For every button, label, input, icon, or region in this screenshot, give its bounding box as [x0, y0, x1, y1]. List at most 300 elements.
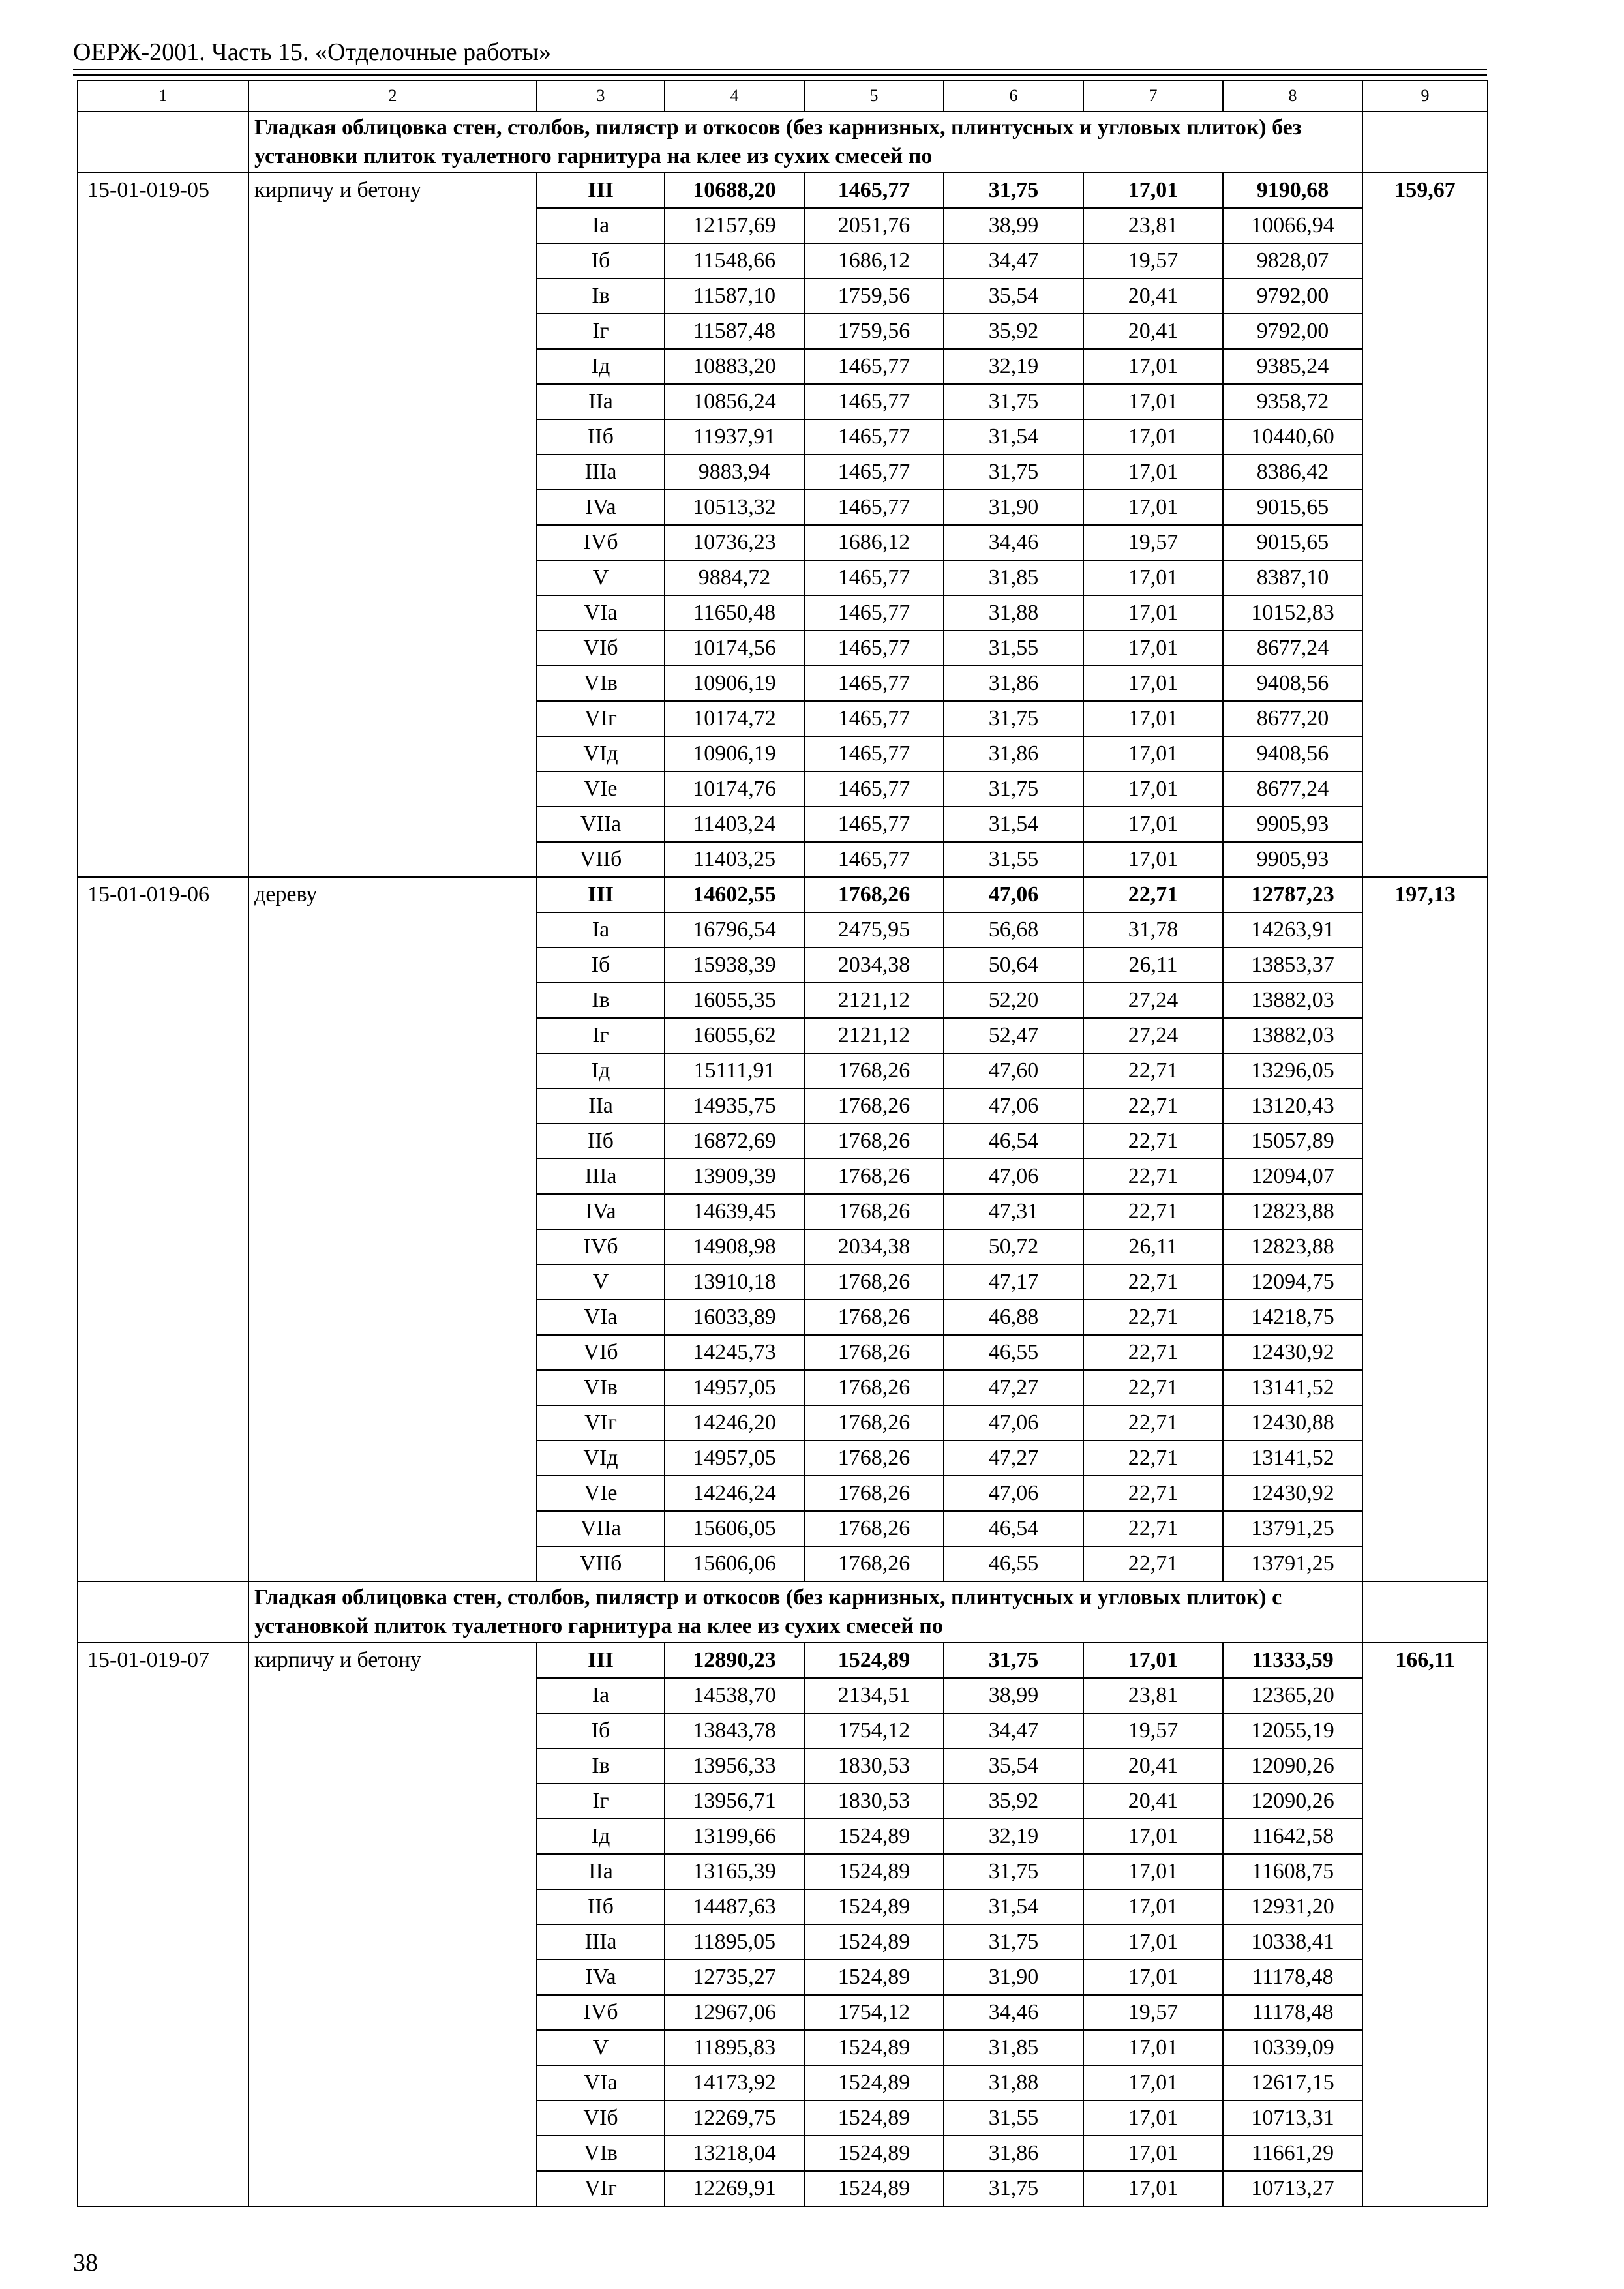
wages-cell: 1465,77	[804, 631, 944, 666]
machine-cost-cell: 46,55	[944, 1546, 1083, 1581]
direct-cost-cell: 12890,23	[665, 1643, 804, 1678]
direct-cost-cell: 14957,05	[665, 1441, 804, 1476]
direct-cost-cell: 13165,39	[665, 1854, 804, 1889]
direct-cost-cell: 10174,72	[665, 701, 804, 736]
direct-cost-cell: 10174,76	[665, 771, 804, 807]
wages-cell: 2034,38	[804, 948, 944, 983]
zone-cell: IIa	[537, 1854, 665, 1889]
machine-cost-cell: 31,85	[944, 560, 1083, 595]
materials-cell: 9408,56	[1223, 666, 1362, 701]
zone-cell: IVa	[537, 1960, 665, 1995]
wages-cell: 2034,38	[804, 1229, 944, 1264]
column-number: 1	[78, 80, 248, 112]
direct-cost-cell: 13843,78	[665, 1713, 804, 1748]
zone-cell: Iб	[537, 948, 665, 983]
zone-cell: IIб	[537, 1124, 665, 1159]
direct-cost-cell: 11587,48	[665, 314, 804, 349]
materials-cell: 12931,20	[1223, 1889, 1362, 1924]
section-heading-blank	[1362, 112, 1488, 173]
materials-cell: 12094,75	[1223, 1264, 1362, 1300]
table-row	[78, 1643, 1488, 1678]
zone-cell: VIIa	[537, 807, 665, 842]
zone-cell: Ia	[537, 1678, 665, 1713]
driver-wages-cell: 22,71	[1083, 1088, 1223, 1124]
zone-cell: Iв	[537, 983, 665, 1018]
machine-cost-cell: 32,19	[944, 349, 1083, 384]
materials-cell: 13882,03	[1223, 983, 1362, 1018]
direct-cost-cell: 15606,06	[665, 1546, 804, 1581]
section-heading-row	[78, 1581, 1488, 1643]
machine-cost-cell: 47,06	[944, 1159, 1083, 1194]
direct-cost-cell: 14908,98	[665, 1229, 804, 1264]
labor-total: 159,67	[1362, 173, 1488, 877]
direct-cost-cell: 12967,06	[665, 1995, 804, 2030]
zone-cell: VIг	[537, 1405, 665, 1441]
machine-cost-cell: 31,54	[944, 1889, 1083, 1924]
driver-wages-cell: 22,71	[1083, 1159, 1223, 1194]
norms-table-body	[78, 80, 1488, 2206]
machine-cost-cell: 47,06	[944, 1476, 1083, 1511]
machine-cost-cell: 35,92	[944, 314, 1083, 349]
materials-cell: 9792,00	[1223, 278, 1362, 314]
direct-cost-cell: 9883,94	[665, 455, 804, 490]
zone-cell: IIб	[537, 419, 665, 455]
wages-cell: 1524,89	[804, 1819, 944, 1854]
machine-cost-cell: 38,99	[944, 208, 1083, 243]
materials-cell: 9190,68	[1223, 173, 1362, 208]
wages-cell: 1768,26	[804, 1335, 944, 1370]
materials-cell: 11178,48	[1223, 1960, 1362, 1995]
driver-wages-cell: 22,71	[1083, 1264, 1223, 1300]
wages-cell: 1768,26	[804, 1370, 944, 1405]
zone-cell: Iв	[537, 1748, 665, 1784]
driver-wages-cell: 17,01	[1083, 2101, 1223, 2136]
direct-cost-cell: 10736,23	[665, 525, 804, 560]
materials-cell: 10713,31	[1223, 2101, 1362, 2136]
wages-cell: 1759,56	[804, 278, 944, 314]
wages-cell: 1686,12	[804, 243, 944, 278]
direct-cost-cell: 13956,33	[665, 1748, 804, 1784]
wages-cell: 2134,51	[804, 1678, 944, 1713]
direct-cost-cell: 14245,73	[665, 1335, 804, 1370]
zone-cell: VIб	[537, 1335, 665, 1370]
column-number: 4	[665, 80, 804, 112]
direct-cost-cell: 15938,39	[665, 948, 804, 983]
zone-cell: Iг	[537, 1784, 665, 1819]
wages-cell: 1768,26	[804, 1194, 944, 1229]
materials-cell: 11178,48	[1223, 1995, 1362, 2030]
machine-cost-cell: 46,54	[944, 1124, 1083, 1159]
zone-cell: VIIб	[537, 842, 665, 877]
machine-cost-cell: 47,60	[944, 1053, 1083, 1088]
column-number: 2	[248, 80, 537, 112]
section-heading: Гладкая облицовка стен, столбов, пилястр и откосов (без карнизных, плинтусных и угловых плиток) без установки плиток туалетного гарнитура на клее из сухих смесей по	[248, 112, 1362, 173]
zone-cell: IIIa	[537, 1159, 665, 1194]
wages-cell: 1768,26	[804, 1088, 944, 1124]
zone-cell: V	[537, 1264, 665, 1300]
materials-cell: 13791,25	[1223, 1511, 1362, 1546]
direct-cost-cell: 14246,20	[665, 1405, 804, 1441]
page-number: 38	[73, 2249, 98, 2277]
materials-cell: 10713,27	[1223, 2171, 1362, 2206]
direct-cost-cell: 13199,66	[665, 1819, 804, 1854]
machine-cost-cell: 47,06	[944, 1088, 1083, 1124]
machine-cost-cell: 35,54	[944, 1748, 1083, 1784]
wages-cell: 1768,26	[804, 1264, 944, 1300]
direct-cost-cell: 10856,24	[665, 384, 804, 419]
machine-cost-cell: 31,55	[944, 842, 1083, 877]
section-heading-blank	[1362, 1581, 1488, 1643]
wages-cell: 1524,89	[804, 2065, 944, 2101]
zone-cell: VIa	[537, 1300, 665, 1335]
direct-cost-cell: 12269,91	[665, 2171, 804, 2206]
materials-cell: 9905,93	[1223, 842, 1362, 877]
machine-cost-cell: 47,06	[944, 1405, 1083, 1441]
zone-cell: III	[537, 877, 665, 912]
zone-cell: VIб	[537, 631, 665, 666]
direct-cost-cell: 10906,19	[665, 736, 804, 771]
norm-code: 15-01-019-05	[78, 173, 248, 877]
materials-cell: 13296,05	[1223, 1053, 1362, 1088]
wages-cell: 1754,12	[804, 1713, 944, 1748]
machine-cost-cell: 52,47	[944, 1018, 1083, 1053]
driver-wages-cell: 17,01	[1083, 173, 1223, 208]
direct-cost-cell: 11548,66	[665, 243, 804, 278]
materials-cell: 12823,88	[1223, 1194, 1362, 1229]
driver-wages-cell: 20,41	[1083, 314, 1223, 349]
machine-cost-cell: 50,64	[944, 948, 1083, 983]
materials-cell: 10339,09	[1223, 2030, 1362, 2065]
driver-wages-cell: 17,01	[1083, 455, 1223, 490]
direct-cost-cell: 14639,45	[665, 1194, 804, 1229]
wages-cell: 1830,53	[804, 1784, 944, 1819]
wages-cell: 1465,77	[804, 666, 944, 701]
driver-wages-cell: 19,57	[1083, 1713, 1223, 1748]
materials-cell: 9792,00	[1223, 314, 1362, 349]
wages-cell: 1465,77	[804, 771, 944, 807]
driver-wages-cell: 26,11	[1083, 948, 1223, 983]
machine-cost-cell: 35,92	[944, 1784, 1083, 1819]
machine-cost-cell: 31,88	[944, 595, 1083, 631]
wages-cell: 2121,12	[804, 983, 944, 1018]
wages-cell: 1524,89	[804, 1960, 944, 1995]
machine-cost-cell: 52,20	[944, 983, 1083, 1018]
column-number: 8	[1223, 80, 1362, 112]
driver-wages-cell: 19,57	[1083, 1995, 1223, 2030]
machine-cost-cell: 31,54	[944, 419, 1083, 455]
column-number: 7	[1083, 80, 1223, 112]
zone-cell: VIa	[537, 2065, 665, 2101]
direct-cost-cell: 13218,04	[665, 2136, 804, 2171]
machine-cost-cell: 31,75	[944, 2171, 1083, 2206]
wages-cell: 1768,26	[804, 1511, 944, 1546]
machine-cost-cell: 31,75	[944, 1643, 1083, 1678]
direct-cost-cell: 10513,32	[665, 490, 804, 525]
machine-cost-cell: 31,75	[944, 701, 1083, 736]
section-heading-blank	[78, 112, 248, 173]
wages-cell: 1465,77	[804, 419, 944, 455]
zone-cell: VIв	[537, 1370, 665, 1405]
wages-cell: 2051,76	[804, 208, 944, 243]
column-number: 9	[1362, 80, 1488, 112]
materials-cell: 9015,65	[1223, 490, 1362, 525]
wages-cell: 1768,26	[804, 1159, 944, 1194]
machine-cost-cell: 31,55	[944, 2101, 1083, 2136]
wages-cell: 1768,26	[804, 1476, 944, 1511]
materials-cell: 12430,92	[1223, 1335, 1362, 1370]
materials-cell: 8677,20	[1223, 701, 1362, 736]
materials-cell: 12090,26	[1223, 1784, 1362, 1819]
driver-wages-cell: 17,01	[1083, 2171, 1223, 2206]
wages-cell: 1759,56	[804, 314, 944, 349]
materials-cell: 8387,10	[1223, 560, 1362, 595]
page-header-title: ОЕРЖ-2001. Часть 15. «Отделочные работы»	[73, 38, 551, 66]
zone-cell: IIa	[537, 1088, 665, 1124]
norm-description: кирпичу и бетону	[248, 1643, 537, 2206]
zone-cell: III	[537, 173, 665, 208]
direct-cost-cell: 11895,83	[665, 2030, 804, 2065]
zone-cell: VIд	[537, 736, 665, 771]
direct-cost-cell: 16055,62	[665, 1018, 804, 1053]
wages-cell: 1465,77	[804, 455, 944, 490]
wages-cell: 1465,77	[804, 736, 944, 771]
driver-wages-cell: 27,24	[1083, 983, 1223, 1018]
machine-cost-cell: 47,31	[944, 1194, 1083, 1229]
materials-cell: 13141,52	[1223, 1441, 1362, 1476]
driver-wages-cell: 22,71	[1083, 1335, 1223, 1370]
header-rule-bottom	[73, 74, 1487, 76]
machine-cost-cell: 31,85	[944, 2030, 1083, 2065]
machine-cost-cell: 31,86	[944, 666, 1083, 701]
materials-cell: 15057,89	[1223, 1124, 1362, 1159]
materials-cell: 8677,24	[1223, 631, 1362, 666]
column-number: 5	[804, 80, 944, 112]
machine-cost-cell: 31,75	[944, 384, 1083, 419]
driver-wages-cell: 22,71	[1083, 1194, 1223, 1229]
wages-cell: 1768,26	[804, 1405, 944, 1441]
wages-cell: 1465,77	[804, 595, 944, 631]
driver-wages-cell: 22,71	[1083, 1511, 1223, 1546]
zone-cell: VIe	[537, 771, 665, 807]
materials-cell: 12787,23	[1223, 877, 1362, 912]
direct-cost-cell: 11650,48	[665, 595, 804, 631]
wages-cell: 1524,89	[804, 2101, 944, 2136]
labor-total: 197,13	[1362, 877, 1488, 1581]
driver-wages-cell: 19,57	[1083, 525, 1223, 560]
column-number: 6	[944, 80, 1083, 112]
wages-cell: 1465,77	[804, 349, 944, 384]
zone-cell: VIб	[537, 2101, 665, 2136]
labor-total: 166,11	[1362, 1643, 1488, 2206]
machine-cost-cell: 31,75	[944, 771, 1083, 807]
zone-cell: Iг	[537, 1018, 665, 1053]
machine-cost-cell: 31,54	[944, 807, 1083, 842]
materials-cell: 12055,19	[1223, 1713, 1362, 1748]
zone-cell: III	[537, 1643, 665, 1678]
driver-wages-cell: 22,71	[1083, 1370, 1223, 1405]
wages-cell: 1830,53	[804, 1748, 944, 1784]
direct-cost-cell: 10906,19	[665, 666, 804, 701]
machine-cost-cell: 38,99	[944, 1678, 1083, 1713]
driver-wages-cell: 31,78	[1083, 912, 1223, 948]
zone-cell: Iд	[537, 349, 665, 384]
machine-cost-cell: 47,27	[944, 1370, 1083, 1405]
driver-wages-cell: 17,01	[1083, 595, 1223, 631]
zone-cell: IVб	[537, 525, 665, 560]
driver-wages-cell: 22,71	[1083, 1441, 1223, 1476]
section-heading-row	[78, 112, 1488, 173]
zone-cell: Ia	[537, 208, 665, 243]
direct-cost-cell: 12269,75	[665, 2101, 804, 2136]
machine-cost-cell: 31,86	[944, 736, 1083, 771]
materials-cell: 9828,07	[1223, 243, 1362, 278]
driver-wages-cell: 17,01	[1083, 2136, 1223, 2171]
driver-wages-cell: 17,01	[1083, 384, 1223, 419]
column-number-row	[78, 80, 1488, 112]
table-row	[78, 173, 1488, 208]
machine-cost-cell: 31,75	[944, 455, 1083, 490]
driver-wages-cell: 17,01	[1083, 2065, 1223, 2101]
column-number: 3	[537, 80, 665, 112]
wages-cell: 2475,95	[804, 912, 944, 948]
driver-wages-cell: 23,81	[1083, 1678, 1223, 1713]
direct-cost-cell: 11895,05	[665, 1924, 804, 1960]
materials-cell: 12365,20	[1223, 1678, 1362, 1713]
driver-wages-cell: 17,01	[1083, 1924, 1223, 1960]
direct-cost-cell: 11403,25	[665, 842, 804, 877]
machine-cost-cell: 50,72	[944, 1229, 1083, 1264]
zone-cell: VIг	[537, 2171, 665, 2206]
header-rule-top	[73, 69, 1487, 70]
wages-cell: 1768,26	[804, 1300, 944, 1335]
materials-cell: 12090,26	[1223, 1748, 1362, 1784]
materials-cell: 11333,59	[1223, 1643, 1362, 1678]
driver-wages-cell: 17,01	[1083, 1819, 1223, 1854]
driver-wages-cell: 17,01	[1083, 560, 1223, 595]
driver-wages-cell: 17,01	[1083, 1854, 1223, 1889]
machine-cost-cell: 47,27	[944, 1441, 1083, 1476]
direct-cost-cell: 16796,54	[665, 912, 804, 948]
machine-cost-cell: 46,54	[944, 1511, 1083, 1546]
wages-cell: 1524,89	[804, 2171, 944, 2206]
zone-cell: IIIa	[537, 455, 665, 490]
direct-cost-cell: 9884,72	[665, 560, 804, 595]
driver-wages-cell: 17,01	[1083, 701, 1223, 736]
materials-cell: 13120,43	[1223, 1088, 1362, 1124]
machine-cost-cell: 35,54	[944, 278, 1083, 314]
machine-cost-cell: 34,46	[944, 525, 1083, 560]
materials-cell: 10338,41	[1223, 1924, 1362, 1960]
wages-cell: 1465,77	[804, 701, 944, 736]
driver-wages-cell: 19,57	[1083, 243, 1223, 278]
direct-cost-cell: 14487,63	[665, 1889, 804, 1924]
zone-cell: IIб	[537, 1889, 665, 1924]
driver-wages-cell: 17,01	[1083, 349, 1223, 384]
wages-cell: 1768,26	[804, 1124, 944, 1159]
wages-cell: 1465,77	[804, 490, 944, 525]
zone-cell: Iб	[537, 243, 665, 278]
wages-cell: 2121,12	[804, 1018, 944, 1053]
wages-cell: 1768,26	[804, 877, 944, 912]
zone-cell: Iг	[537, 314, 665, 349]
machine-cost-cell: 31,88	[944, 2065, 1083, 2101]
materials-cell: 13791,25	[1223, 1546, 1362, 1581]
wages-cell: 1465,77	[804, 842, 944, 877]
direct-cost-cell: 11937,91	[665, 419, 804, 455]
driver-wages-cell: 20,41	[1083, 1748, 1223, 1784]
driver-wages-cell: 17,01	[1083, 1643, 1223, 1678]
wages-cell: 1465,77	[804, 807, 944, 842]
driver-wages-cell: 20,41	[1083, 1784, 1223, 1819]
driver-wages-cell: 26,11	[1083, 1229, 1223, 1264]
driver-wages-cell: 20,41	[1083, 278, 1223, 314]
zone-cell: VIв	[537, 666, 665, 701]
materials-cell: 12430,92	[1223, 1476, 1362, 1511]
wages-cell: 1524,89	[804, 2136, 944, 2171]
direct-cost-cell: 13910,18	[665, 1264, 804, 1300]
zone-cell: IIIa	[537, 1924, 665, 1960]
driver-wages-cell: 22,71	[1083, 1124, 1223, 1159]
direct-cost-cell: 14957,05	[665, 1370, 804, 1405]
materials-cell: 9905,93	[1223, 807, 1362, 842]
zone-cell: VIд	[537, 1441, 665, 1476]
direct-cost-cell: 11403,24	[665, 807, 804, 842]
driver-wages-cell: 17,01	[1083, 631, 1223, 666]
materials-cell: 12617,15	[1223, 2065, 1362, 2101]
zone-cell: V	[537, 560, 665, 595]
zone-cell: VIe	[537, 1476, 665, 1511]
materials-cell: 8677,24	[1223, 771, 1362, 807]
machine-cost-cell: 47,17	[944, 1264, 1083, 1300]
driver-wages-cell: 22,71	[1083, 1300, 1223, 1335]
machine-cost-cell: 46,55	[944, 1335, 1083, 1370]
materials-cell: 12430,88	[1223, 1405, 1362, 1441]
driver-wages-cell: 22,71	[1083, 1546, 1223, 1581]
wages-cell: 1768,26	[804, 1053, 944, 1088]
machine-cost-cell: 32,19	[944, 1819, 1083, 1854]
driver-wages-cell: 22,71	[1083, 1053, 1223, 1088]
wages-cell: 1686,12	[804, 525, 944, 560]
materials-cell: 11661,29	[1223, 2136, 1362, 2171]
materials-cell: 9408,56	[1223, 736, 1362, 771]
materials-cell: 14218,75	[1223, 1300, 1362, 1335]
wages-cell: 1465,77	[804, 173, 944, 208]
wages-cell: 1524,89	[804, 1643, 944, 1678]
materials-cell: 9015,65	[1223, 525, 1362, 560]
machine-cost-cell: 47,06	[944, 877, 1083, 912]
machine-cost-cell: 31,90	[944, 490, 1083, 525]
zone-cell: VIIa	[537, 1511, 665, 1546]
materials-cell: 10440,60	[1223, 419, 1362, 455]
zone-cell: IVa	[537, 1194, 665, 1229]
direct-cost-cell: 12735,27	[665, 1960, 804, 1995]
driver-wages-cell: 23,81	[1083, 208, 1223, 243]
driver-wages-cell: 17,01	[1083, 736, 1223, 771]
direct-cost-cell: 16055,35	[665, 983, 804, 1018]
direct-cost-cell: 10883,20	[665, 349, 804, 384]
table-row	[78, 877, 1488, 912]
materials-cell: 10152,83	[1223, 595, 1362, 631]
zone-cell: VIг	[537, 701, 665, 736]
direct-cost-cell: 13909,39	[665, 1159, 804, 1194]
materials-cell: 11608,75	[1223, 1854, 1362, 1889]
zone-cell: VIa	[537, 595, 665, 631]
direct-cost-cell: 16872,69	[665, 1124, 804, 1159]
machine-cost-cell: 34,47	[944, 1713, 1083, 1748]
direct-cost-cell: 10174,56	[665, 631, 804, 666]
direct-cost-cell: 14538,70	[665, 1678, 804, 1713]
machine-cost-cell: 31,86	[944, 2136, 1083, 2171]
